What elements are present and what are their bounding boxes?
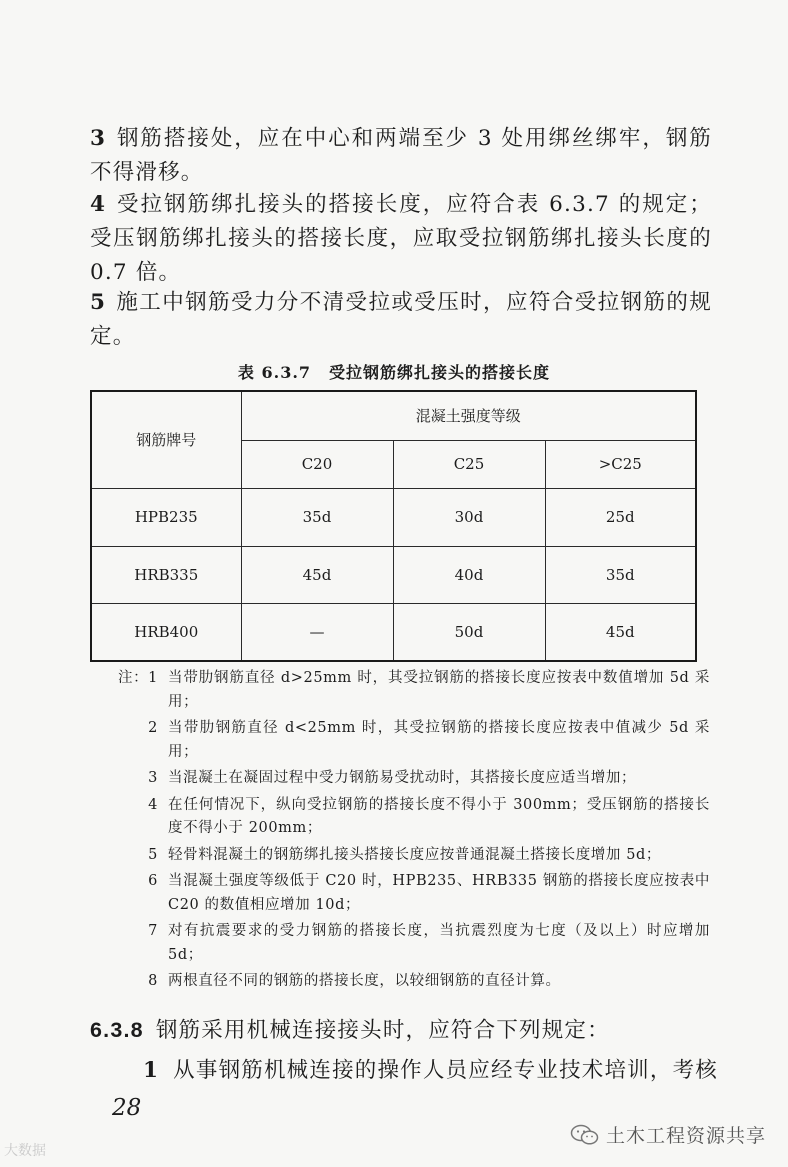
value-cell: 30d: [393, 488, 545, 546]
row-header-cell: 钢筋牌号: [91, 391, 241, 488]
note-text: 轻骨料混凝土的钢筋绑扎接头搭接长度应按普通混凝土搭接长度增加 5d；: [168, 846, 662, 863]
note-text: 当混凝土强度等级低于 C20 时，HPB235、HRB335 钢筋的搭接长度应按表中 C20 的数值相应增加 10d；: [168, 873, 710, 913]
watermark-left: 大数据: [4, 1142, 46, 1158]
group-header-cell: 混凝土强度等级: [241, 391, 696, 440]
table-caption: 受拉钢筋绑扎接头的搭接长度: [329, 363, 551, 382]
paragraph-text: 钢筋搭接处，应在中心和两端至少 3 处用绑丝绑牢，钢筋不得滑移。: [90, 126, 712, 185]
paragraph-4: [90, 188, 712, 290]
note-text: 当带肋钢筋直径 d<25mm 时，其受拉钢筋的搭接长度应按表中值减少 5d 采用；: [168, 720, 710, 760]
note-item: [110, 870, 710, 917]
table-notes: [110, 667, 710, 997]
note-text: 对有抗震要求的受力钢筋的搭接长度，当抗震烈度为七度（及以上）时应增加 5d；: [168, 923, 710, 963]
page-number: 28: [112, 1095, 142, 1121]
value-cell: 35d: [241, 488, 393, 546]
paragraph-3: [90, 122, 712, 190]
note-text: 当带肋钢筋直径 d>25mm 时，其受拉钢筋的搭接长度应按表中数值增加 5d 采用；: [168, 670, 710, 710]
note-text: 在任何情况下，纵向受拉钢筋的搭接长度不得小于 300mm；受压钢筋的搭接长度不得小于 200mm；: [168, 796, 710, 836]
note-item: [110, 794, 710, 841]
note-number: 3: [148, 770, 158, 786]
section-item-1: [143, 1053, 718, 1084]
note-item: [110, 667, 710, 714]
grade-cell: HRB400: [91, 603, 241, 661]
table-title: [0, 360, 788, 383]
lap-length-table: [90, 390, 697, 662]
watermark-text: 土木工程资源共享: [605, 1126, 766, 1147]
table-number: 表 6.3.7: [237, 363, 312, 382]
item-number: 1: [143, 1058, 160, 1083]
note-item: [110, 920, 710, 967]
column-header: >C25: [545, 440, 696, 488]
wechat-icon: [570, 1124, 600, 1146]
note-item: [110, 970, 710, 994]
notes-prefix: 注：: [117, 670, 149, 686]
section-heading: [90, 1013, 610, 1044]
note-item: [110, 717, 710, 764]
note-number: 6: [148, 873, 158, 889]
paragraph-text: 施工中钢筋受力分不清受拉或受压时，应符合受拉钢筋的规定。: [90, 290, 712, 349]
table-row: [91, 546, 696, 603]
section-number: 6.3.8: [90, 1018, 144, 1042]
paragraph-text: 受拉钢筋绑扎接头的搭接长度，应符合表 6.3.7 的规定；受压钢筋绑扎接头的搭接长度，应取受拉钢筋绑扎接头长度的 0.7 倍。: [90, 192, 712, 285]
value-cell: 45d: [545, 603, 696, 661]
paragraph-number: 3: [90, 126, 107, 151]
value-cell: 25d: [545, 488, 696, 546]
value-cell: 45d: [241, 546, 393, 603]
note-number: 5: [148, 846, 158, 863]
note-text: 当混凝土在凝固过程中受力钢筋易受扰动时，其搭接长度应适当增加；: [168, 770, 637, 786]
note-item: [110, 844, 710, 868]
value-cell: 35d: [545, 546, 696, 603]
table-row: [91, 488, 696, 546]
note-number: 7: [148, 923, 158, 939]
note-number: 8: [148, 973, 158, 989]
grade-cell: HRB335: [91, 546, 241, 603]
paragraph-number: 5: [90, 290, 107, 315]
column-header: C25: [393, 440, 545, 488]
watermark-right: [570, 1121, 766, 1148]
value-cell: —: [241, 603, 393, 661]
value-cell: 40d: [393, 546, 545, 603]
paragraph-5: [90, 286, 712, 354]
table-row: [91, 603, 696, 661]
grade-cell: HPB235: [91, 488, 241, 546]
section-text: 钢筋采用机械连接接头时，应符合下列规定：: [155, 1018, 610, 1043]
note-number: 1: [148, 670, 158, 686]
item-text: 从事钢筋机械连接的操作人员应经专业技术培训，考核: [173, 1058, 718, 1083]
column-header: C20: [241, 440, 393, 488]
note-number: 4: [148, 796, 158, 813]
table-header-row: [91, 391, 696, 440]
paragraph-number: 4: [90, 192, 107, 217]
note-number: 2: [148, 720, 158, 736]
note-text: 两根直径不同的钢筋的搭接长度，以较细钢筋的直径计算。: [168, 973, 561, 989]
note-item: [110, 767, 710, 791]
value-cell: 50d: [393, 603, 545, 661]
